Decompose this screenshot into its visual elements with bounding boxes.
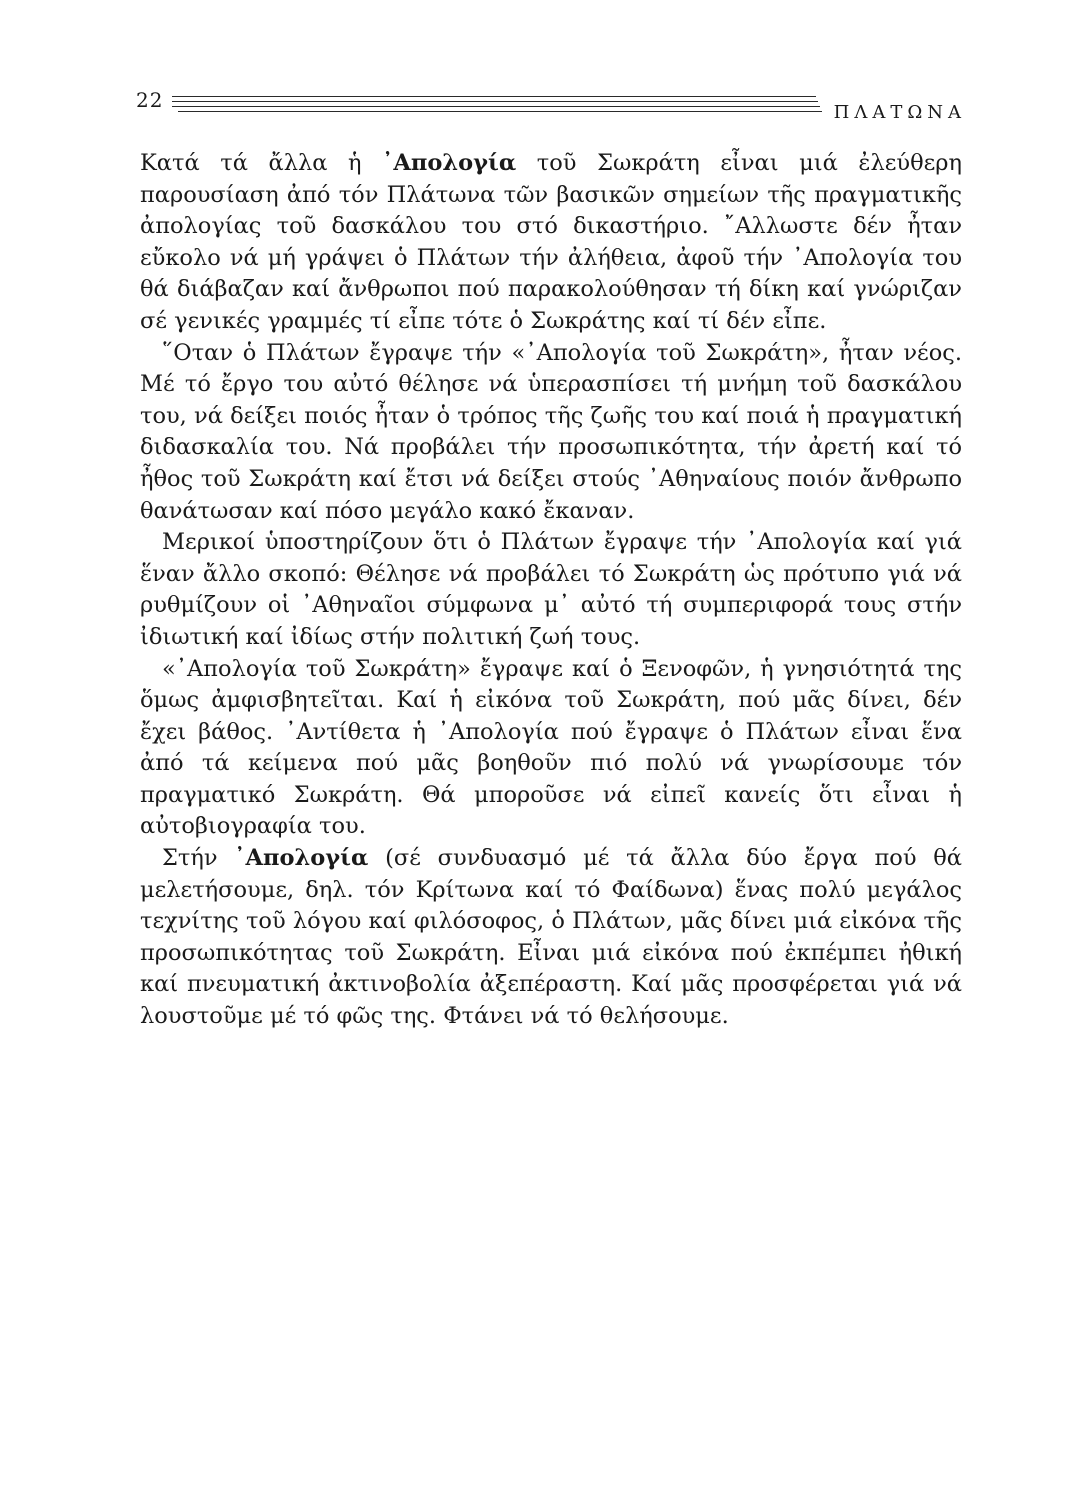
emphasis-title: ᾿Απολογία xyxy=(382,150,517,176)
page-header xyxy=(136,84,966,124)
text-segment: τοῦ Σωκράτη εἶναι μιά ἐλεύθερη παρουσίαση ἀπό τόν Πλάτωνα τῶν βασικῶν σημείων τῆς πραγματικῆς ἀπολογίας τοῦ δασκάλου του στό δικαστήριο. ῎Αλλωστε δέν ἦταν εὔκολο νά μή γράψει ὁ Πλάτων τήν ἀλήθεια, ἀφοῦ τήν ᾿Απολογία του θά διάβαζαν καί ἄνθρωποι πού παρακολούθησαν τή δίκη καί γνώριζαν σέ γενικές γραμμές τί εἶπε τότε ὁ Σωκράτης καί τί δέν εἶπε. xyxy=(140,150,962,334)
text-segment: Στήν xyxy=(162,845,235,872)
text-segment: Κατά τά ἄλλα ἡ xyxy=(140,150,383,176)
header-rule xyxy=(172,101,818,102)
page-number: 22 xyxy=(136,88,164,112)
paragraph xyxy=(140,148,962,338)
text-segment: (σέ συνδυασμό μέ τά ἄλλα δύο ἔργα πού θά μελετήσουμε, δηλ. τόν Κρίτωνα καί τό Φαίδωνα) ἕνας πολύ μεγάλος τεχνίτης τοῦ λόγου καί φιλόσοφος, ὁ Πλάτων, μᾶς δίνει μιά εἰκόνα τῆς προσωπικότητας τοῦ Σωκράτη. Εἶναι μιά εἰκόνα πού ἐκπέμπει ἠθική καί πνευματική ἀκτινοβολία ἀξεπέραστη. Καί μᾶς προσφέρεται γιά νά λουστοῦμε μέ τό φῶς της. Φτάνει νά τό θελήσουμε. xyxy=(140,845,963,1030)
header-rule xyxy=(172,96,816,97)
emphasis-title: ᾿Απολογία xyxy=(234,845,369,872)
text-segment: Μερικοί ὑποστηρίζουν ὅτι ὁ Πλάτων ἔγραψε τήν ᾿Απολογία καί γιά ἕναν ἄλλο σκοπό: Θέλησε νά προβάλει τό Σωκράτη ὡς πρότυπο γιά νά ρυθμίζουν οἱ ᾿Αθηναῖοι σύμφωνα μ᾿ αὐτό τή συμπεριφορά τους στήν ἰδιωτική καί ἰδίως στήν πολιτική ζωή τους. xyxy=(140,529,962,650)
header-rule xyxy=(178,111,822,112)
text-segment: ῞Οταν ὁ Πλάτων ἔγραψε τήν «᾿Απολογία τοῦ Σωκράτη», ἦταν νέος. Μέ τό ἔργο του αὐτό θέλησε νά ὑπερασπίσει τή μνήμη τοῦ δασκάλου του, νά δείξει ποιός ἦταν ὁ τρόπος τῆς ζωῆς του καί ποιά ἡ πραγματική διδασκαλία του. Νά προβάλει τήν προσωπικότητα, τήν ἀρετή καί τό ἦθος τοῦ Σωκράτη καί ἔτσι νά δείξει στούς ᾿Αθηναίους ποιόν ἄνθρωπο θανάτωσαν καί πόσο μεγάλο κακό ἔκαναν. xyxy=(140,339,962,524)
text-segment: «᾿Απολογία τοῦ Σωκράτη» ἔγραψε καί ὁ Ξενοφῶν, ἡ γνησιότητά της ὅμως ἀμφισβητεῖται. Καί ἡ εἰκόνα τοῦ Σωκράτη, πού μᾶς δίνει, δέν ἔχει βάθος. ᾿Αντίθετα ἡ ᾿Απολογία πού ἔγραψε ὁ Πλάτων εἶναι ἕνα ἀπό τά κείμενα πού μᾶς βοηθοῦν πιό πολύ νά γνωρίσουμε τόν πραγματικό Σωκράτη. Θά μποροῦσε νά εἰπεῖ κανείς ὅτι εἶναι ἡ αὐτοβιογραφία του. xyxy=(140,655,962,840)
paragraph xyxy=(140,843,962,1033)
body-text xyxy=(140,148,962,1033)
paragraph xyxy=(140,338,962,528)
header-rule xyxy=(172,106,820,107)
running-title: ΠΛΑΤΩΝΑ xyxy=(833,102,966,123)
paragraph xyxy=(140,527,962,653)
paragraph xyxy=(140,654,962,844)
